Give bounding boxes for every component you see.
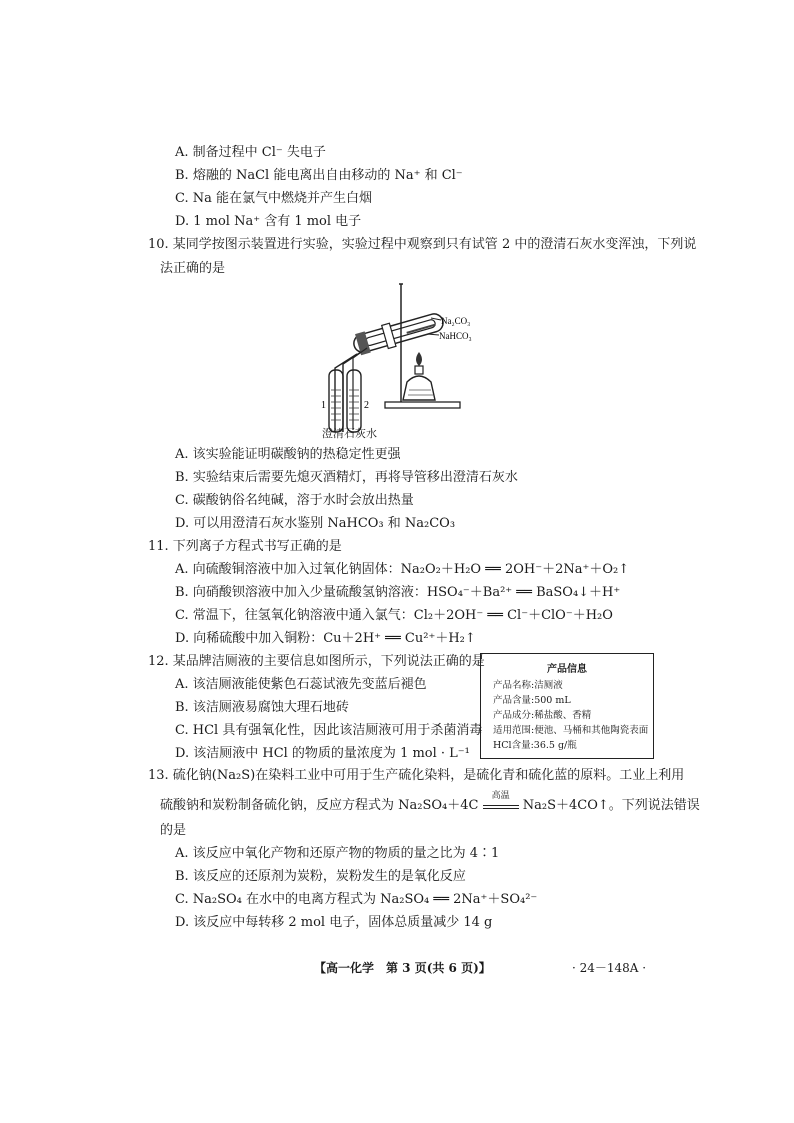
q13-stem-part-b: Na₂S＋4CO↑。下列说法错误 [522, 798, 700, 813]
condition-high-temp: 高温 [491, 790, 510, 801]
footer-page-info: 【高一化学 第 3 页(共 6 页)】 [314, 961, 491, 975]
q12-stem: 12. 某品牌洁厕液的主要信息如图所示，下列说法正确的是 [148, 654, 485, 669]
q13-stem-line2 [160, 790, 700, 813]
q13-stem-part-a: 硫酸钠和炭粉制备硫化钠，反应方程式为 Na₂SO₄＋4C [160, 798, 479, 813]
product-info-title: 产品信息 [547, 664, 587, 675]
q12-option-d: D. 该洁厕液中 HCl 的物质的量浓度为 1 mol · L⁻¹ [175, 746, 470, 761]
q10-option-c: C. 碳酸钠俗名纯碱，溶于水时会放出热量 [175, 493, 414, 508]
q9-option-d: D. 1 mol Na⁺ 含有 1 mol 电子 [175, 214, 362, 229]
product-info-row: HCl含量:36.5 g/瓶 [493, 740, 577, 751]
label-limewater: 澄清石灰水 [322, 427, 377, 440]
product-info-row: 产品成分:稀盐酸、香精 [493, 710, 592, 721]
label-tube-1: 1 [321, 400, 326, 411]
product-info-row: 产品含量:500 mL [493, 695, 571, 706]
q11-option-b: B. 向硝酸钡溶液中加入少量硫酸氢钠溶液：HSO₄⁻＋Ba²⁺ ══ BaSO₄↓＋H⁺ [175, 585, 621, 600]
reaction-arrow [483, 790, 519, 809]
q11-stem: 11. 下列离子方程式书写正确的是 [148, 539, 342, 554]
q11-option-c: C. 常温下，往氢氧化钠溶液中通入氯气：Cl₂＋2OH⁻ ══ Cl⁻＋ClO⁻＋H₂O [175, 608, 613, 623]
q10-option-d: D. 可以用澄清石灰水鉴别 NaHCO₃ 和 Na₂CO₃ [175, 516, 456, 531]
label-tube-2: 2 [364, 400, 369, 411]
q13-option-d: D. 该反应中每转移 2 mol 电子，固体总质量减少 14 g [175, 915, 493, 930]
q10-stem-line2: 法正确的是 [160, 261, 226, 276]
q12-option-b: B. 该洁厕液易腐蚀大理石地砖 [175, 700, 349, 715]
q13-option-c: C. Na₂SO₄ 在水中的电离方程式为 Na₂SO₄ ══ 2Na⁺＋SO₄²⁻ [175, 892, 538, 907]
q11-option-d: D. 向稀硫酸中加入铜粉：Cu＋2H⁺ ══ Cu²⁺＋H₂↑ [175, 631, 476, 646]
q12-option-c: C. HCl 具有强氧化性，因此该洁厕液可用于杀菌消毒 [175, 723, 483, 738]
q11-option-a: A. 向硫酸铜溶液中加入过氧化钠固体：Na₂O₂＋H₂O ══ 2OH⁻＋2Na⁺＋O₂↑ [175, 562, 630, 577]
q13-stem-line1: 13. 硫化钠(Na₂S)在染料工业中可用于生产硫化染料，是硫化青和硫化蓝的原料。工业上利用 [148, 768, 685, 783]
product-info-box [480, 653, 654, 759]
q13-option-a: A. 该反应中氧化产物和还原产物的物质的量之比为 4∶1 [175, 846, 500, 861]
label-nahco3: NaHCO₃ [439, 331, 472, 341]
q13-stem-line3: 的是 [160, 823, 187, 838]
q9-option-c: C. Na 能在氯气中燃烧并产生白烟 [175, 191, 373, 206]
q13-option-b: B. 该反应的还原剂为炭粉，炭粉发生的是氧化反应 [175, 869, 466, 884]
experiment-apparatus-diagram [315, 282, 475, 442]
q10-option-b: B. 实验结束后需要先熄灭酒精灯，再将导管移出澄清石灰水 [175, 470, 518, 485]
q9-option-b: B. 熔融的 NaCl 能电离出自由移动的 Na⁺ 和 Cl⁻ [175, 168, 463, 183]
product-info-row: 适用范围:便池、马桶和其他陶瓷表面 [493, 725, 649, 736]
q10-stem-line1: 10. 某同学按图示装置进行实验，实验过程中观察到只有试管 2 中的澄清石灰水变浑浊，下列说 [148, 237, 697, 252]
label-na2co3: Na₂CO₃ [441, 316, 471, 326]
q10-option-a: A. 该实验能证明碳酸钠的热稳定性更强 [175, 447, 401, 462]
footer-code: · 24－148A · [572, 961, 647, 975]
product-info-row: 产品名称:洁厕液 [493, 680, 563, 691]
q12-option-a: A. 该洁厕液能使紫色石蕊试液先变蓝后褪色 [175, 677, 427, 692]
q9-option-a: A. 制备过程中 Cl⁻ 失电子 [175, 145, 326, 160]
